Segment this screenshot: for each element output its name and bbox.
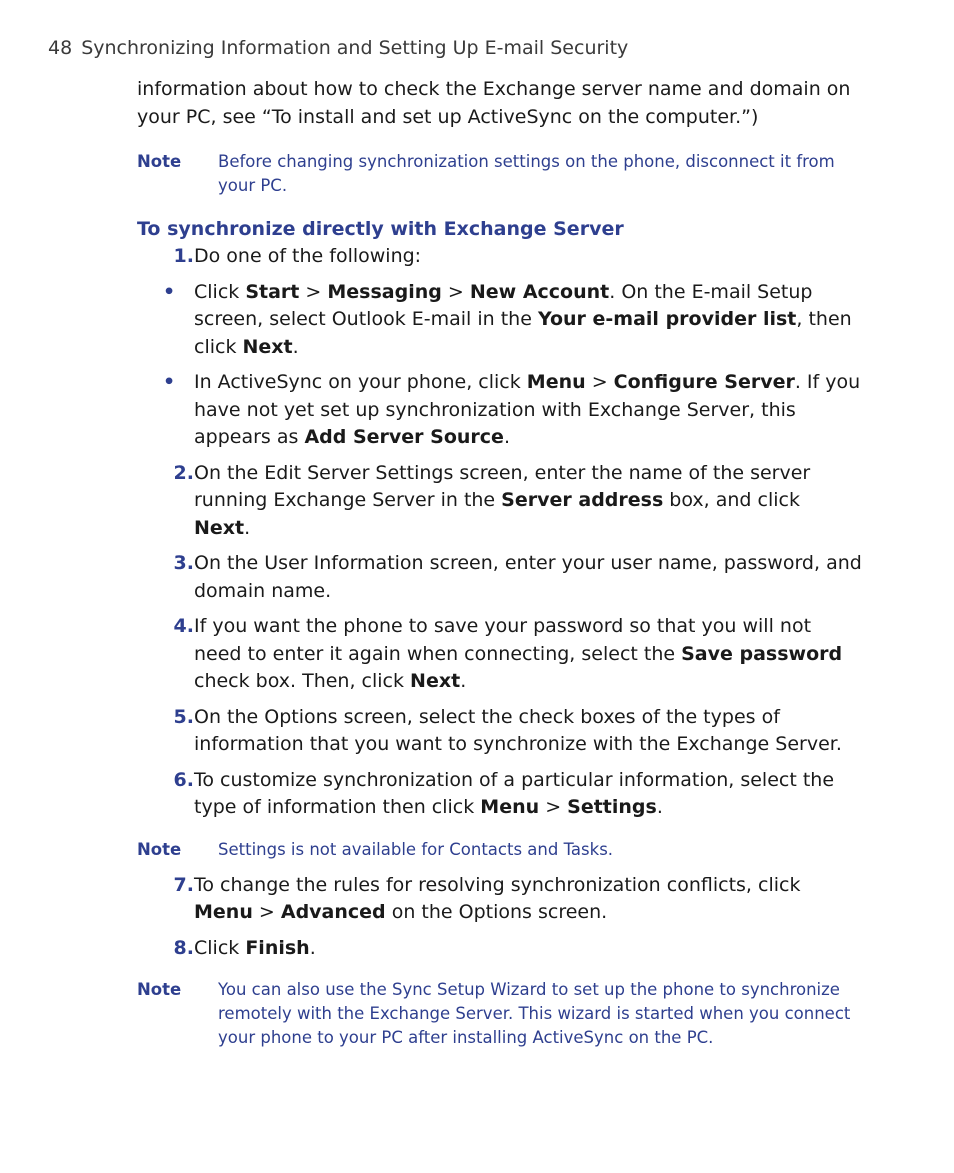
step-3 xyxy=(137,550,862,605)
step-number: 1. xyxy=(173,245,194,267)
note-text: Settings is not available for Contacts and Tasks. xyxy=(218,839,614,859)
step-number: 3. xyxy=(173,552,194,574)
step-number: 6. xyxy=(173,768,194,791)
note-label: Note xyxy=(137,152,182,171)
note-label: Note xyxy=(137,839,182,859)
step-number: 5. xyxy=(173,705,194,728)
step-4 xyxy=(137,613,862,696)
bullet-marker: • xyxy=(163,280,176,303)
step-text: On the Edit Server Settings screen, enter the name of the server running Exchange Server in the Server address box, and click Next. xyxy=(194,461,811,539)
intro-paragraph: information about how to check the Exchange server name and domain on your PC, see “To install and set up ActiveSync on the computer.”) xyxy=(137,78,851,128)
step-number: 4. xyxy=(173,615,194,637)
step-2 xyxy=(137,460,862,543)
bullet-new-account xyxy=(137,279,862,362)
bullet-text: In ActiveSync on your phone, click Menu > Configure Server. If you have not yet set up synchronization with Exchange Server, this appears as Add Server Source. xyxy=(194,371,861,448)
note-settings-availability xyxy=(137,838,862,862)
bullet-marker: • xyxy=(163,371,176,393)
step-7 xyxy=(137,872,862,927)
running-title: Synchronizing Information and Setting Up E-mail Security xyxy=(81,37,629,59)
step-text: Click Finish. xyxy=(194,936,316,959)
step-text: To customize synchronization of a particular information, select the type of information then click Menu > Settings. xyxy=(194,768,835,818)
bullet-configure-server xyxy=(137,369,862,452)
step-number: 8. xyxy=(173,936,194,959)
step-8 xyxy=(137,935,862,963)
section-heading: To synchronize directly with Exchange Server xyxy=(137,218,624,240)
step-text: On the User Information screen, enter your user name, password, and domain name. xyxy=(194,552,862,602)
step-5 xyxy=(137,704,862,759)
bullet-text: Click Start > Messaging > New Account. On the E-mail Setup screen, select Outlook E-mail in the Your e-mail provider list, then click Next. xyxy=(194,280,852,358)
step-text: Do one of the following: xyxy=(194,245,422,267)
page-header xyxy=(48,37,628,59)
note-disconnect xyxy=(137,150,862,198)
note-label: Note xyxy=(137,980,182,999)
step-number: 2. xyxy=(173,461,194,484)
note-text: You can also use the Sync Setup Wizard to set up the phone to synchronize remotely with the Exchange Server. This wizard is started when you connect your phone to your PC after installing ActiveSync on the PC. xyxy=(218,980,851,1047)
page-content xyxy=(137,76,862,1050)
step-text: If you want the phone to save your password so that you will not need to enter it again when connecting, select the Save password check box. Then, click Next. xyxy=(194,615,843,692)
page-number: 48 xyxy=(48,37,73,59)
step-6 xyxy=(137,767,862,822)
note-text: Before changing synchronization settings on the phone, disconnect it from your PC. xyxy=(218,152,835,195)
step-text: To change the rules for resolving synchronization conflicts, click Menu > Advanced on the Options screen. xyxy=(194,873,801,923)
step-text: On the Options screen, select the check boxes of the types of information that you want to synchronize with the Exchange Server. xyxy=(194,705,842,755)
step-1 xyxy=(137,243,862,271)
step-number: 7. xyxy=(173,873,194,896)
note-sync-setup-wizard xyxy=(137,978,862,1050)
